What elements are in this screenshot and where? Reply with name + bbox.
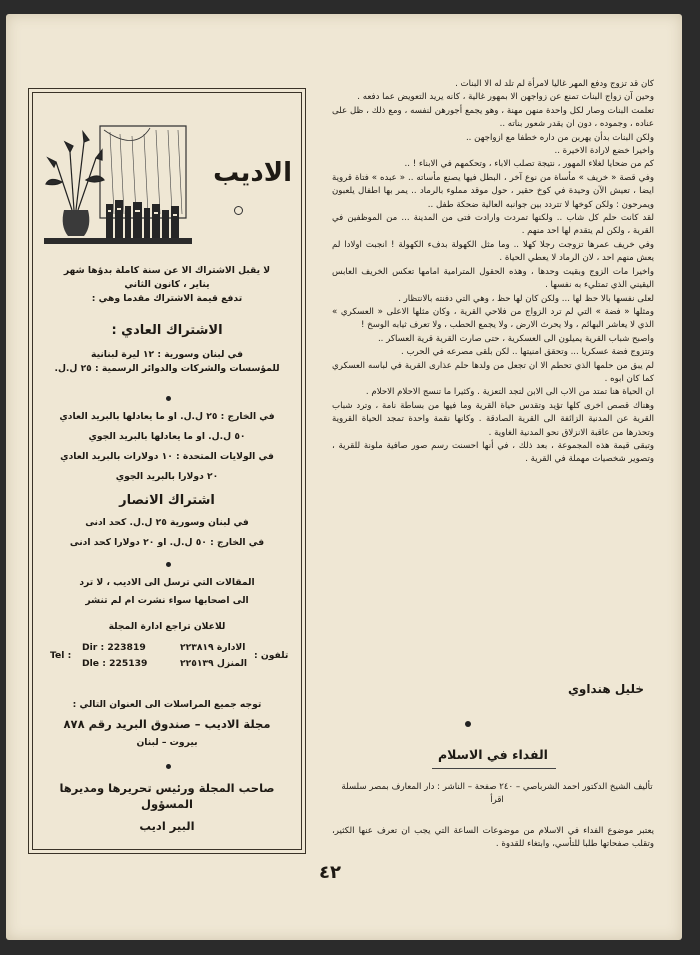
rate-line: ٢٠ دولارا بالبريد الجوي xyxy=(115,471,219,482)
article-column xyxy=(332,78,654,467)
dle-phone: Dle : 225139 xyxy=(82,658,148,669)
supporters-subscription-rates xyxy=(40,516,294,550)
rate-line: في لبنان وسورية ٢٥ ل.ل. كحد ادنى xyxy=(85,517,249,528)
article-paragraph: ومثلها « فضة » التي لم ترد الزواج من فلاحي القرية ، وكان مثلها الاعلى « العسكري » الذي لا يعاشر البهائم ، ولا يحرث الارض ، ولا يجمع الحطب ، ولا تعرف ثيابه الوسخ ! xyxy=(332,306,654,331)
article-paragraph: لقد كانت حلم كل شاب .. ولكنها تمردت وارادت فتى من المدينة ... من الموظفين في القرية ، ولكن لم يتقدم لها احد منهم . xyxy=(332,213,654,237)
rate-line: في الولايات المتحدة : ١٠ دولارات بالبريد العادي xyxy=(60,451,274,462)
article-paragraph: ولكن البنات بدأن يهربن من داره خطفا مع ازواجهن .. xyxy=(465,132,654,143)
subscription-intro xyxy=(40,264,294,306)
masthead-ornament xyxy=(234,206,243,215)
owner-block xyxy=(40,780,294,834)
review-meta: تأليف الشيخ الدكتور احمد الشرباصي – ٢٤٠ صفحة – الناشر : دار المعارف بمصر سلسلة اقرأ xyxy=(341,782,653,806)
article-paragraph: وفي خريف عمرها تزوجت رجلا كهلا .. وما مثل الكهولة بدفء الكهولة ! انجبت اولادا لم يعش منهم احد ، لان الرماد لا يعطي الحياة . xyxy=(332,239,654,264)
rate-line: في الخارج : ٥٠ ل.ل. او ٢٠ دولارا كحد ادنى xyxy=(69,537,265,548)
separator-dot xyxy=(166,396,171,401)
article-paragraph: واخيرا مات الزوج وبقيت وحدها ، وهذه الحقول المترامية امامها تعكس الخريف العابس اليقيني الذي تمتليء به نفسها . xyxy=(332,266,654,291)
article-paragraph: وهناك قصص اخرى كلها تؤيد وتقدس حياة القرية وما فيها من بساطة نامة ، وترد شباب القرية عن المدنية الزائفة الى القرية الصادقة . وكانها نقمة واحدة تمجد الحياة القروية وتحذرها من عاقبة الانزلاق نحو المدنية الغاوية . xyxy=(332,400,654,438)
intro-line: يناير ، كانون الثاني xyxy=(124,279,210,290)
books-vase-illustration xyxy=(40,122,192,248)
separator-dot xyxy=(166,562,171,567)
rate-line: ٥٠ ل.ل. او ما يعادلها بالبريد الجوي xyxy=(88,431,246,442)
address-block xyxy=(40,698,294,750)
article-paragraph: واصبح شباب القرية يميلون الى العسكرية ، حتى صارت القرية قرية العساكر .. xyxy=(377,333,654,344)
masthead-title: الاديب xyxy=(213,158,292,188)
article-paragraph: وتتزوج فضة عسكريا ... وتحقق امنيتها .. لكن بلقى مصرعه في الحرب . xyxy=(401,347,654,358)
article-paragraph: تعلمت البنات وصار لكل واحدة منهن مهنة ، وهو يجمع أجورهن لنفسه ، ومع ذلك ، ظل على عناده ، وجموده ، دون ان يقدر شعور بناته .. xyxy=(332,105,654,130)
review-body: يعتبر موضوع الفداء في الاسلام من موضوعات الساعة التي يجب ان تعرف عنها الكثير، وتقلب صفحاتها طلبا للتأسي، وابتغاء للقدوة . xyxy=(332,826,654,850)
owner-line: صاحب المجلة ورئيس تحريرها ومديرها المسؤول xyxy=(59,781,275,811)
article-paragraph: كان قد تزوج ودفع المهر غاليا لامرأة لم تلد له الا البنات . xyxy=(455,79,654,89)
phone-block xyxy=(40,636,294,696)
policy-line: المقالات التي ترسل الى الاديب ، لا ترد xyxy=(79,577,255,588)
intro-line: لا يقبل الاشتراك الا عن سنة كاملة بدؤها شهر xyxy=(63,265,271,276)
separator-dot xyxy=(166,764,171,769)
article-paragraph: لم يبق من حلمها الذي تحطم الا ان تجعل من ولدها حلم عذارى القرية في لباسه العسكري كما كان ابوه . xyxy=(332,360,654,384)
article-paragraph: وحين آن زواج البنات تمنع عن زواجهن الا بمهور غالية ، كانه يريد التعويض عما دفعه . xyxy=(357,92,654,103)
rate-line: للمؤسسات والشركات والدوائر الرسمية : ٢٥ ل.ل. xyxy=(54,363,280,374)
page-number: ٤٢ xyxy=(319,862,341,883)
intro-line: تدفع قيمة الاشتراك مقدما وهي : xyxy=(91,293,243,304)
abroad-subscription-rates xyxy=(40,410,294,484)
article-paragraph: وتبقى قيمة هذه المجموعة ، بعد ذلك ، في أنها احسنت رسم صور صافية ملونة للقرية ، وتصوير شخصيات مهملة في القرية . xyxy=(332,440,654,465)
article-paragraph: لعلى نفسها بالا حظ لها ... ولكن كان لها حظ ، وهي التي دفنته بالانتظار . xyxy=(398,293,654,304)
ordinary-subscription-rates xyxy=(40,348,294,376)
article-paragraph: وفي قصة « خريف » مأساة من نوع آخر ، البطل فيها يصنع مأساته .. « عبده » فتاة قروية ايضا ، تعيش الآن وحيدة في كوخ حقير ، حول موقد مملوء بالرماد .. يمر بها اطفال يلعبون ويمرحون : ولكن كوخها لا تتردد بين جوانبه العالية ضحكة طفل .. xyxy=(332,172,654,210)
policy-line: الى اصحابها سواء نشرت ام لم تنشر xyxy=(85,595,249,606)
review-title-underline xyxy=(432,768,556,769)
address-line: توجه جميع المراسلات الى العنوان التالي : xyxy=(72,699,262,710)
rate-line: في الخارج : ٢٥ ل.ل. او ما يعادلها بالبريد العادي xyxy=(59,411,275,422)
home-phone: المنزل ٢٢٥١٣٩ xyxy=(180,658,248,669)
review-title: الفداء في الاسلام xyxy=(438,747,548,762)
article-paragraph: كم من ضحايا لغلاء المهور ، نتيجة تصلب الاباء ، وتحكمهم في الابناء ! .. xyxy=(404,159,654,170)
phone-label-english: Tel : xyxy=(50,650,72,661)
owner-name: البير اديب xyxy=(139,819,195,833)
address-line: مجلة الاديب – صندوق البريد رقم ٨٧٨ xyxy=(63,717,271,731)
ads-notice: للاعلان تراجع ادارة المجلة xyxy=(108,621,226,632)
phone-label-arabic: تلفون : xyxy=(254,650,289,661)
admin-phone: الادارة ٢٢٣٨١٩ xyxy=(180,642,246,653)
articles-policy xyxy=(40,576,294,608)
rate-line: في لبنان وسورية : ١٢ ليرة لبنانية xyxy=(91,349,243,360)
article-paragraph: ان الحياة هنا تمتد من الاب الى الابن لتجد التعزية . وكثيرا ما تنسج الاحلام الاحلام . xyxy=(365,387,654,398)
article-author: خليل هنداوي xyxy=(567,682,644,696)
supporters-subscription-title: اشتراك الانصار xyxy=(119,493,215,508)
address-line: بيروت – لبنان xyxy=(136,737,198,748)
section-separator-dot xyxy=(465,721,471,727)
dir-phone: Dir : 223819 xyxy=(82,642,146,653)
article-paragraph: واخيرا خضع لارادة الاخيرة .. xyxy=(554,146,654,157)
ordinary-subscription-title: الاشتراك العادي : xyxy=(111,323,223,338)
